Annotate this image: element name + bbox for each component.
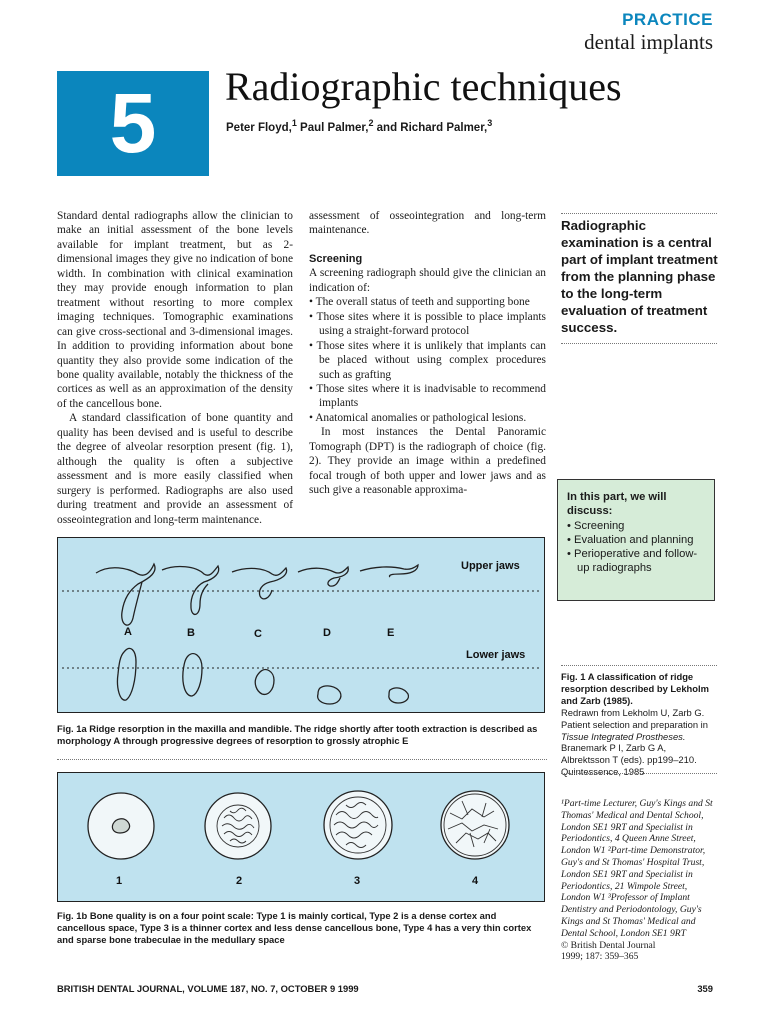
summary-box xyxy=(557,479,715,601)
page-number: 359 xyxy=(697,983,713,994)
figure-1a-ridge-resorption xyxy=(57,537,545,713)
body-paragraph-continued: assessment of osseointegration and long-term maintenance. xyxy=(309,210,546,237)
ridge-class-label-a: A xyxy=(124,626,132,638)
body-column-1 xyxy=(57,209,293,526)
reference-text: Branemark P I, Zarb G A, Albrektsson T (eds). pp199–210. Quintessence, 1985 xyxy=(561,742,697,778)
reference-book-title: Tissue Integrated Prostheses. xyxy=(561,730,686,742)
lower-jaw-shape-e xyxy=(389,688,409,703)
figure-1b-drawing xyxy=(58,773,546,903)
list-item: • Those sites where it is possible to place implants using a straight-forward protocol xyxy=(309,310,546,338)
article-number-box xyxy=(57,71,209,176)
bone-type-label-4: 4 xyxy=(472,875,479,887)
affiliations: ¹Part-time Lecturer, Guy's Kings and St Thomas' Medical and Dental School, London SE1 9RT and Specialist in Periodontics, 4 Queen Anne Street, London W1 ²Part-time Demonstrator, Guy's and St Thomas' Hospital Trust, London SE1 9RT and Specialist in Periodontics, 21 Wimpole Street, London W1 ³Professor of Implant Dentistry and Periodontology, Guy's Kings and St Thomas' Medical and Dental School, London SE1 9RT xyxy=(561,798,713,939)
bone-type-2-outline xyxy=(205,793,271,859)
list-item: • Those sites where it is unlikely that implants can be placed without using complex procedures such as grafting xyxy=(309,339,546,381)
page-footer xyxy=(57,983,713,994)
body-paragraph: A screening radiograph should give the clinician an indication of: xyxy=(309,267,546,294)
lower-jaw-shape-c xyxy=(255,670,274,695)
list-item: • Perioperative and follow-up radiographs xyxy=(567,548,698,574)
lower-jaw-shape-b xyxy=(183,654,202,696)
pullquote-rule-bottom xyxy=(561,343,717,344)
author-name: Paul Palmer, xyxy=(296,121,369,134)
author-name: Peter Floyd, xyxy=(226,121,292,134)
upper-jaw-shape-c xyxy=(232,568,287,599)
section-name: dental implants xyxy=(584,30,713,54)
article-number: 5 xyxy=(109,76,157,170)
ridge-class-label-e: E xyxy=(387,627,395,639)
ridge-class-label-d: D xyxy=(323,627,331,639)
summary-list xyxy=(567,519,705,575)
figure-1a-caption: Fig. 1a Ridge resorption in the maxilla and mandible. The ridge shortly after tooth extraction is described as morphology A through progressive degrees of resorption to grossly atrophic E xyxy=(57,723,538,747)
figure-1-title: Fig. 1 A classification of ridge resorption described by Lekholm and Zarb (1985). xyxy=(561,671,709,706)
ridge-class-label-c: C xyxy=(254,628,262,640)
list-item: • Anatomical anomalies or pathological lesions. xyxy=(309,411,527,424)
list-item: • Evaluation and planning xyxy=(567,534,694,546)
author-affiliation-mark: 3 xyxy=(487,118,493,128)
bone-type-label-2: 2 xyxy=(236,875,243,887)
bone-type-label-1: 1 xyxy=(116,875,123,887)
upper-jaws-label: Upper jaws xyxy=(461,560,520,572)
screening-list xyxy=(309,295,546,425)
list-item: • The overall status of teeth and supporting bone xyxy=(309,296,530,309)
author-footnotes xyxy=(561,798,717,963)
copyright: © British Dental Journal xyxy=(561,939,656,951)
lower-jaw-shape-d xyxy=(318,686,341,704)
journal-info: BRITISH DENTAL JOURNAL, VOLUME 187, NO. 7, OCTOBER 9 1999 xyxy=(57,983,359,994)
section-heading-screening: Screening xyxy=(309,252,363,265)
list-item: • Those sites where it is inadvisable to recommend implants xyxy=(309,382,546,410)
figure-1-side-caption xyxy=(561,671,717,778)
figure-side-rule-bottom xyxy=(561,773,717,774)
bone-type-1-core xyxy=(112,819,129,833)
lower-jaw-shape-a xyxy=(117,648,136,700)
body-paragraph: In most instances the Dental Panoramic Tomograph (DPT) is the radiograph of choice (fig. 2). They provide an image within a predefined focal trough of both upper and lower jaws and as such give a reasonable approxima- xyxy=(309,426,546,497)
section-kicker: PRACTICE xyxy=(622,10,713,29)
figure-1b-caption: Fig. 1b Bone quality is on a four point scale: Type 1 is mainly cortical, Type 2 is a dense cortex and cancellous space, Type 3 is a thinner cortex and less dense cancellous bone, Type 4 has a very thin cortex and sparse bone trabeculae in the medullary space xyxy=(57,910,532,946)
pullquote-rule-top xyxy=(561,213,717,214)
article-title: Radiographic techniques xyxy=(225,64,622,109)
author-name: and Richard Palmer, xyxy=(373,121,488,134)
upper-jaw-shape-d xyxy=(298,567,348,586)
body-paragraph: Standard dental radiographs allow the clinician to make an initial assessment of the bone levels available for implant treatment, but as 2-dimensional images they give no indication of bone width. In combination with clinical examination they may provide enough information to plan treatment without resorting to more complex imaging techniques. Tomographic examinations can give cross-sectional and 3-dimensional images. In addition to providing information about bone quantity they also provide some indication of the bone quality available, notably the thickness of the cortices as well as an approximation of the density of the cancellous bone. xyxy=(57,210,293,410)
body-paragraph: A standard classification of bone quantity and quality has been devised and is useful to describe the degree of alveolar resorption present (fig. 1), although the quality is often a subjective assessment and is more easily classified when surgery is performed. Radiographs are also used during treatment and provide an assessment of osseointegration and long-term maintenance. xyxy=(57,412,293,526)
upper-jaw-shape-e xyxy=(360,565,418,577)
figure-1b-rule xyxy=(57,759,547,760)
figure-1a-drawing xyxy=(58,538,546,714)
upper-jaw-shape-a xyxy=(96,564,155,625)
citation: 1999; 187: 359–365 xyxy=(561,951,639,963)
author-affiliation-mark: 1 xyxy=(291,118,297,128)
figure-1-reference xyxy=(561,707,717,778)
author-affiliation-mark: 2 xyxy=(368,118,374,128)
author-line xyxy=(226,118,492,134)
figure-1b-bone-quality xyxy=(57,772,545,902)
list-item: • Screening xyxy=(567,520,625,532)
bone-type-4-outline xyxy=(441,791,509,859)
body-column-2 xyxy=(309,209,546,498)
bone-type-label-3: 3 xyxy=(354,875,361,887)
upper-jaw-shape-b xyxy=(162,566,219,614)
reference-text: Redrawn from Lekholm U, Zarb G. Patient selection and preparation in xyxy=(561,706,708,730)
summary-heading: In this part, we will discuss: xyxy=(567,491,667,517)
lower-jaws-label: Lower jaws xyxy=(466,649,526,661)
pullquote: Radiographic examination is a central part of implant treatment from the planning phase to the long-term evaluation of treatment success. xyxy=(561,218,718,335)
figure-side-rule-top xyxy=(561,665,717,666)
ridge-class-label-b: B xyxy=(187,627,195,639)
